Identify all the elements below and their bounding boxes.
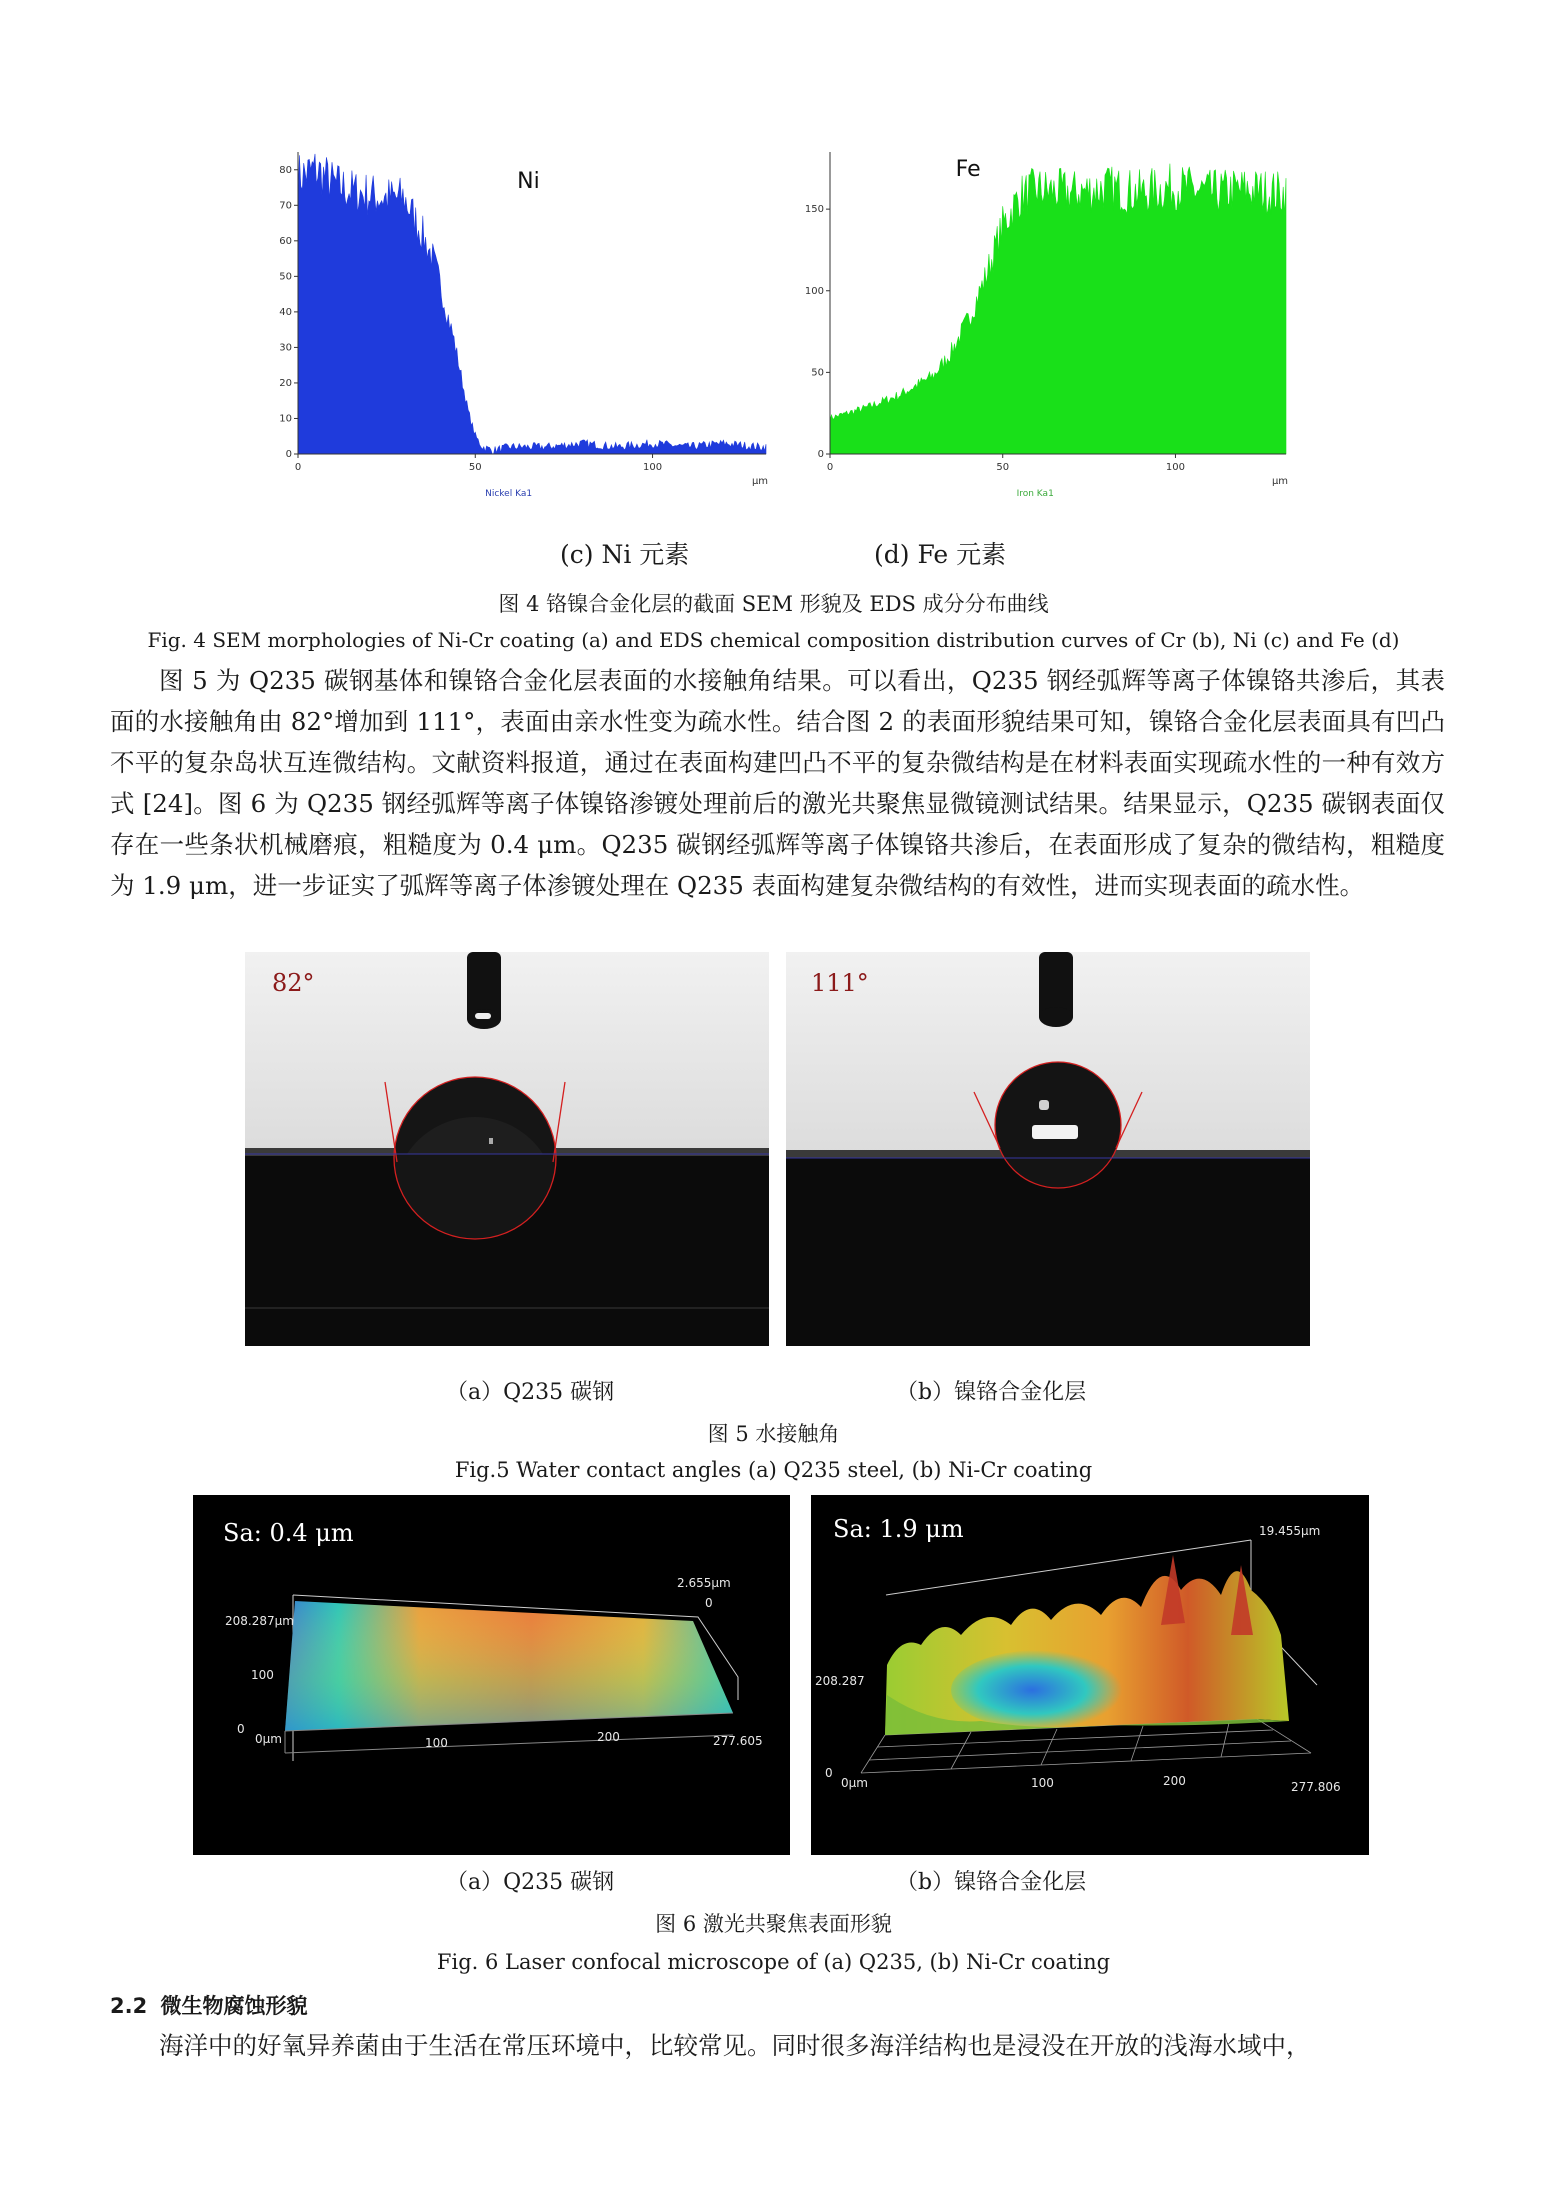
ni-x-axis-label: Nickel Ka1 (485, 489, 533, 499)
contact-angle-value-82: 82° (272, 969, 315, 997)
contact-angle-photo-nicr (786, 952, 1310, 1346)
surface-nicr-graphic (811, 1495, 1369, 1855)
q235-x-max-label: 277.605 (713, 1734, 763, 1748)
q235-y-zero-label: 0 (237, 1722, 245, 1736)
figure6-caption-en: Fig. 6 Laser confocal microscope of (a) Q235, (b) Ni-Cr coating (436, 1950, 1111, 1974)
surface-q235-graphic (193, 1495, 790, 1855)
nicr-y-zero-label: 0 (825, 1766, 833, 1780)
contact-angle-photo-q235 (245, 952, 769, 1346)
fe-x-tick-label: 50 (996, 462, 1010, 473)
ni-y-tick-label: 10 (279, 413, 292, 425)
ni-y-tick-label: 0 (285, 449, 292, 460)
nicr-origin-label: 0μm (841, 1776, 868, 1790)
subcaption-ni: (c) Ni 元素 (560, 540, 690, 569)
ni-eds-chart (268, 142, 780, 502)
ni-x-tick-label: 100 (642, 462, 663, 473)
figure6-subcaption-a: （a）Q235 碳钢 (446, 1870, 615, 1895)
body-paragraph (110, 660, 1445, 906)
body-paragraph-text: 图 5 为 Q235 碳钢基体和镍铬合金化层表面的水接触角结果。可以看出，Q235 钢经弧辉等离子体镍铬共渗后，其表面的水接触角由 82°增加到 111°，表面由亲水性变为疏水性。结合图 2 的表面形貌结果可知，镍铬合金化层表面具有凹凸不平的复杂岛状互连微结构。文献资料报道，通过在表面构建凹凸不平的复杂微结构是在材料表面实现疏水性的一种有效方式 [24]。图 6 为 Q235 钢经弧辉等离子体镍铬渗镀处理前后的激光共聚焦显微镜测试结果。结果显示，Q235 碳钢表面仅存在一些条状机械磨痕，粗糙度为 0.4 μm。Q235 碳钢经弧辉等离子体镍铬共渗后，在表面形成了复杂的微结构，粗糙度为 1.9 μm，进一步证实了弧辉等离子体渗镀处理在 Q235 表面构建复杂微结构的有效性，进而实现表面的疏水性。 (110, 666, 1445, 900)
fe-y-tick-label: 0 (817, 449, 824, 460)
ni-y-tick-label: 60 (279, 235, 292, 247)
section-number: 2.2 (110, 1994, 148, 2018)
fe-series-area (830, 164, 1286, 454)
confocal-image-nicr (811, 1495, 1369, 1855)
roughness-nicr: Sa: 1.9 μm (833, 1515, 964, 1543)
q235-x-100-label: 100 (425, 1736, 448, 1750)
roughness-q235: Sa: 0.4 μm (223, 1519, 354, 1547)
section-title: 微生物腐蚀形貌 (160, 1994, 308, 2018)
ni-y-tick-label: 40 (279, 306, 292, 318)
droplet-q235-graphic (245, 952, 769, 1346)
nicr-x-max-label: 277.806 (1291, 1780, 1341, 1794)
q235-origin-label: 0μm (255, 1732, 282, 1746)
subcaption-fe: (d) Fe 元素 (874, 540, 1007, 569)
q235-z-zero-label: 0 (705, 1596, 713, 1610)
q235-x-200-label: 200 (597, 1730, 620, 1744)
ni-series-area (298, 154, 766, 454)
ni-x-unit: μm (751, 476, 769, 487)
figure5-subcaption-a: （a）Q235 碳钢 (446, 1380, 615, 1405)
fe-x-axis-label: Iron Ka1 (1016, 489, 1054, 499)
ni-y-tick-label: 50 (279, 271, 292, 283)
figure5-subcaption-b: （b）镍铬合金化层 (896, 1380, 1087, 1405)
q235-y-mid-label: 100 (251, 1668, 274, 1682)
ni-y-tick-label: 80 (279, 164, 292, 176)
figure5-caption-en: Fig.5 Water contact angles (a) Q235 steel, (b) Ni-Cr coating (454, 1458, 1093, 1482)
ni-y-tick-label: 70 (279, 200, 292, 212)
fe-chart-title: Fe (955, 157, 981, 182)
nicr-z-max-label: 19.455μm (1259, 1524, 1321, 1538)
fe-x-tick-label: 0 (826, 462, 834, 473)
fe-y-tick-label: 150 (804, 204, 824, 216)
nicr-x-200-label: 200 (1163, 1774, 1186, 1788)
figure6-caption-cn: 图 6 激光共聚焦表面形貌 (655, 1912, 892, 1936)
nicr-x-100-label: 100 (1031, 1776, 1054, 1790)
figure4-caption-en: Fig. 4 SEM morphologies of Ni-Cr coating (a) and EDS chemical composition distribution curves of Cr (b), Ni (c) and Fe (d) (147, 628, 1400, 652)
ni-x-tick-label: 0 (294, 462, 302, 473)
section-heading (110, 1990, 308, 2020)
ni-y-tick-label: 30 (279, 342, 292, 354)
ni-x-tick-label: 50 (468, 462, 482, 473)
q235-y-max-label: 208.287μm (225, 1614, 294, 1628)
q235-z-max-label: 2.655μm (677, 1576, 731, 1590)
droplet-nicr-graphic (786, 952, 1310, 1346)
fe-x-tick-label: 100 (1165, 462, 1186, 473)
fe-x-unit: μm (1271, 476, 1289, 487)
figure4-caption-cn: 图 4 铬镍合金化层的截面 SEM 形貌及 EDS 成分分布曲线 (498, 592, 1049, 616)
last-paragraph-text: 海洋中的好氧异养菌由于生活在常压环境中，比较常见。同时很多海洋结构也是浸没在开放的浅海水域中， (159, 2031, 1311, 2060)
fe-eds-chart (800, 142, 1300, 502)
figure6-subcaption-b: （b）镍铬合金化层 (896, 1870, 1087, 1895)
ni-chart-title: Ni (517, 169, 540, 194)
fe-y-tick-label: 100 (804, 285, 824, 297)
ni-y-tick-label: 20 (279, 377, 292, 389)
confocal-image-q235 (193, 1495, 790, 1855)
last-paragraph (110, 2025, 1445, 2066)
contact-angle-value-111: 111° (811, 969, 869, 997)
nicr-y-max-label: 208.287 (815, 1674, 865, 1688)
figure5-caption-cn: 图 5 水接触角 (707, 1422, 840, 1446)
fe-y-tick-label: 50 (811, 367, 824, 379)
